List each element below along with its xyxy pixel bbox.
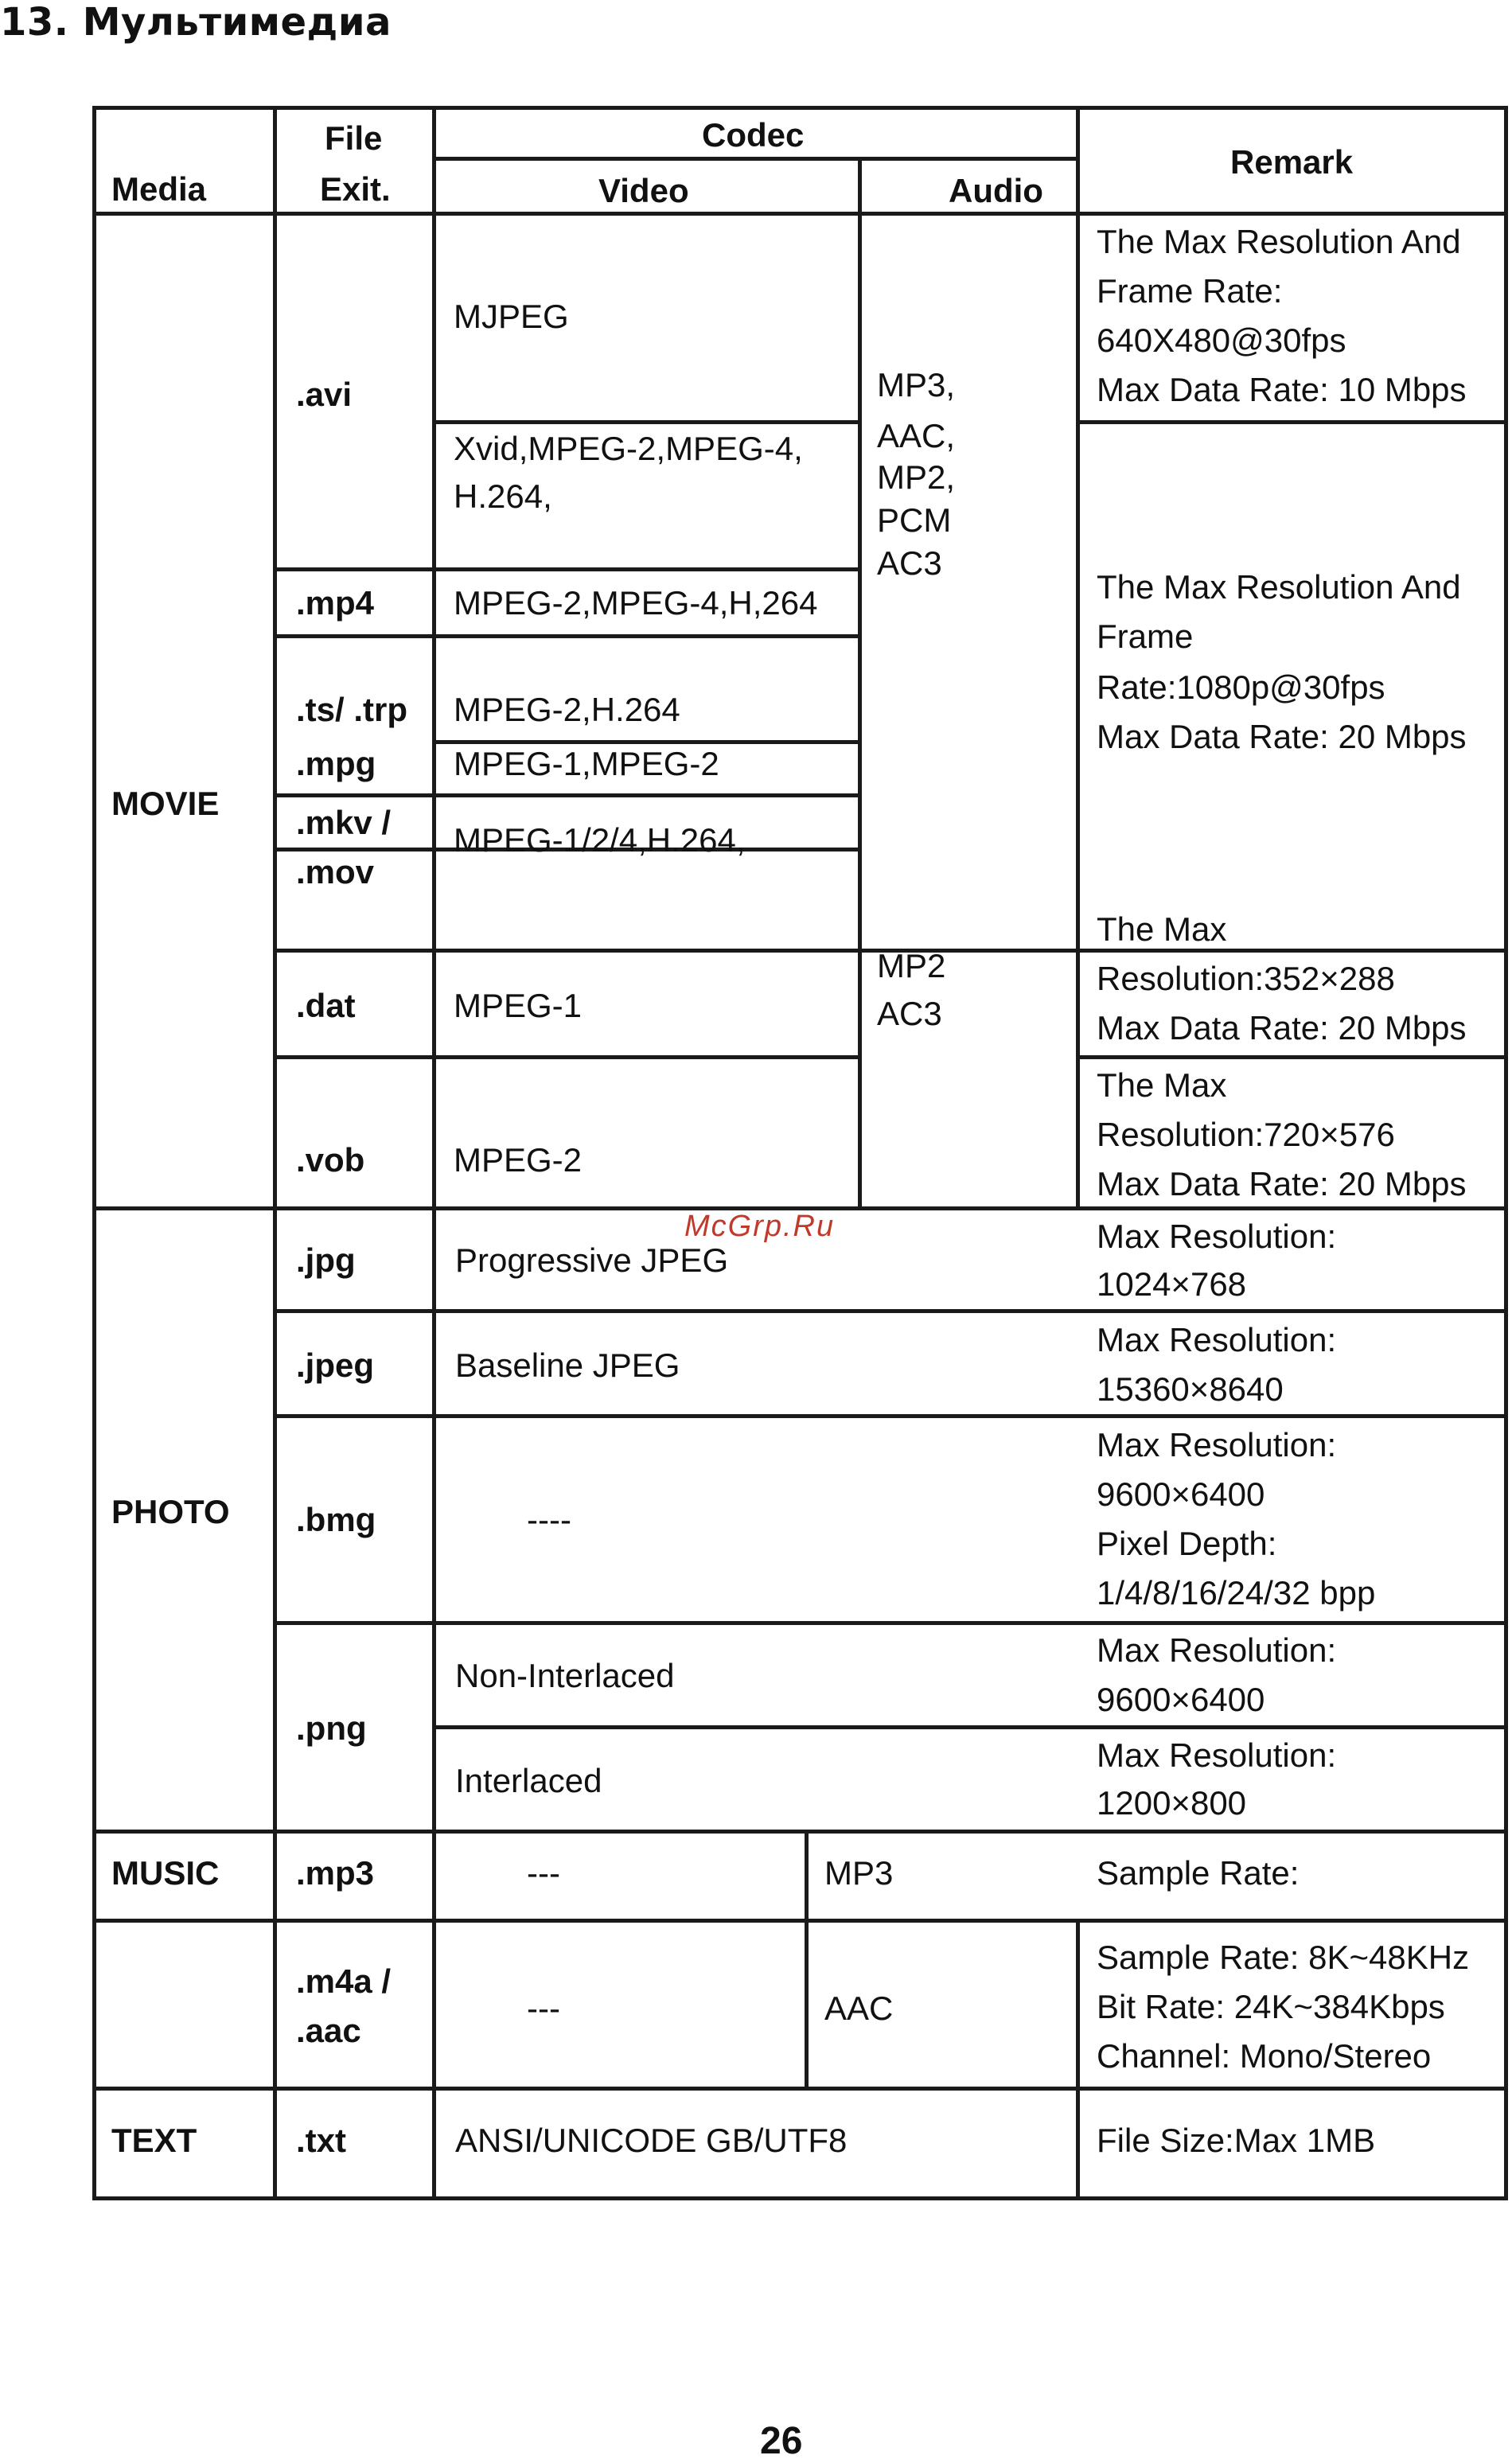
col-line-music-audio — [805, 1830, 809, 2087]
remark-bmg-line1: Max Resolution: — [1097, 1426, 1337, 1463]
header-audio: Audio — [949, 172, 1043, 209]
remark-png1-line1: Max Resolution: — [1097, 1631, 1337, 1669]
ext-mp3: .mp3 — [296, 1854, 375, 1892]
remark-bmg-line3: Pixel Depth: — [1097, 1525, 1277, 1562]
row-line — [277, 634, 858, 638]
ext-mp4: .mp4 — [296, 584, 375, 622]
remark-general-line2: Frame — [1097, 618, 1194, 655]
video-vob: MPEG-2 — [454, 1141, 583, 1179]
header-media: Media — [111, 170, 207, 208]
row-line — [277, 1055, 858, 1059]
text-codec: ANSI/UNICODE GB/UTF8 — [455, 2122, 848, 2159]
row-line — [277, 1621, 1508, 1625]
media-text: TEXT — [111, 2122, 197, 2159]
music-m4a-remark-line3: Channel: Mono/Stereo — [1097, 2037, 1432, 2075]
ext-txt: .txt — [296, 2122, 346, 2159]
video-ts: MPEG-2,H.264 — [454, 691, 680, 728]
remark-bmg-line4: 1/4/8/16/24/32 bpp — [1097, 1574, 1376, 1611]
col-line-ext — [432, 106, 436, 2200]
music-mp3-remark: Sample Rate: — [1097, 1854, 1300, 1892]
ext-mov: .mov — [296, 853, 375, 890]
remark-general-line3: Rate:1080p@30fps — [1097, 668, 1385, 706]
header-file-ext-line2: Exit. — [320, 170, 391, 208]
page-heading: 13. Мультимедиа — [0, 0, 392, 45]
remark-dat-line2: Resolution:352×288 — [1097, 960, 1395, 997]
music-mp3-audio: MP3 — [824, 1854, 894, 1892]
row-line — [277, 793, 858, 797]
col-line-video — [858, 157, 862, 1206]
col-line-media — [273, 106, 277, 2200]
remark-png2-line2: 1200×800 — [1097, 1784, 1247, 1822]
remark-avi-line4: Max Data Rate: 10 Mbps — [1097, 371, 1467, 408]
row-line — [277, 567, 858, 571]
video-xvid-line2: H.264, — [454, 477, 552, 515]
codec-bmg: ---- — [527, 1501, 571, 1538]
music-m4a-remark-line2: Bit Rate: 24K~384Kbps — [1097, 1988, 1445, 2025]
audio-group2-line2: AC3 — [877, 995, 942, 1032]
row-line — [277, 1309, 1508, 1313]
remark-general-line1: The Max Resolution And — [1097, 568, 1461, 606]
media-photo: PHOTO — [111, 1493, 230, 1530]
music-m4a-video: --- — [527, 1989, 560, 2027]
video-mkv: MPEG-1/2/4,H.264, — [454, 821, 746, 859]
table-border-bottom — [92, 2196, 1508, 2200]
remark-dat-line3: Max Data Rate: 20 Mbps — [1097, 1009, 1467, 1046]
audio-group1-line1: MP3, — [877, 366, 956, 403]
codec-jpeg: Baseline JPEG — [455, 1346, 680, 1384]
remark-vob-line2: Resolution:720×576 — [1097, 1116, 1395, 1153]
remark-avi-line1: The Max Resolution And — [1097, 223, 1461, 260]
remark-dat-line1: The Max — [1097, 910, 1227, 948]
col-line-text-remark — [1076, 2087, 1080, 2200]
col-line-music-remark — [1076, 1919, 1080, 2087]
video-dat: MPEG-1 — [454, 987, 583, 1024]
remark-png2-line1: Max Resolution: — [1097, 1736, 1337, 1774]
music-mp3-video: --- — [527, 1854, 560, 1892]
video-mjpeg: MJPEG — [454, 298, 569, 335]
col-line-remark — [1076, 106, 1080, 1206]
video-mpg: MPEG-1,MPEG-2 — [454, 745, 719, 782]
ext-dat: .dat — [296, 987, 356, 1024]
header-remark: Remark — [1230, 143, 1354, 181]
ext-vob: .vob — [296, 1141, 365, 1179]
remark-png1-line2: 9600×6400 — [1097, 1681, 1265, 1718]
ext-png: .png — [296, 1709, 367, 1747]
page-number: 26 — [760, 2420, 803, 2462]
ext-bmg: .bmg — [296, 1501, 376, 1538]
remark-jpg-line2: 1024×768 — [1097, 1265, 1247, 1303]
remark-jpeg-line1: Max Resolution: — [1097, 1321, 1337, 1358]
table-border-top — [92, 106, 1508, 110]
text-remark: File Size:Max 1MB — [1097, 2122, 1376, 2159]
ext-ts-trp: .ts/ .trp — [296, 691, 408, 728]
audio-group1-line3: MP2, — [877, 458, 956, 496]
remark-avi-line2: Frame Rate: — [1097, 272, 1283, 310]
remark-vob-line3: Max Data Rate: 20 Mbps — [1097, 1165, 1467, 1202]
audio-group1-line2: AAC, — [877, 417, 956, 454]
audio-group1-line5: AC3 — [877, 544, 942, 582]
ext-m4a: .m4a / — [296, 1962, 392, 2000]
table-border-left — [92, 106, 96, 2200]
section-line — [92, 1830, 1508, 1834]
ext-jpg: .jpg — [296, 1241, 356, 1279]
header-codec: Codec — [702, 116, 805, 154]
multimedia-table — [92, 106, 1508, 2200]
row-line — [1076, 1055, 1508, 1059]
watermark: McGrp.Ru — [684, 1210, 836, 1243]
music-m4a-audio: AAC — [824, 1989, 894, 2027]
header-bottom — [92, 212, 1508, 216]
row-line — [436, 1725, 1508, 1729]
table-border-right — [1504, 106, 1508, 2200]
remark-jpeg-line2: 15360×8640 — [1097, 1370, 1284, 1408]
media-music: MUSIC — [111, 1854, 220, 1892]
row-line — [1076, 420, 1508, 424]
audio-group1-line4: PCM — [877, 501, 952, 539]
ext-aac: .aac — [296, 2012, 361, 2049]
remark-vob-line1: The Max — [1097, 1066, 1227, 1104]
header-file-ext-line1: File — [325, 119, 383, 157]
video-xvid-line1: Xvid,MPEG-2,MPEG-4, — [454, 430, 803, 467]
codec-png-interlaced: Interlaced — [455, 1762, 602, 1799]
ext-avi: .avi — [296, 376, 353, 413]
header-video: Video — [598, 172, 689, 209]
ext-jpeg: .jpeg — [296, 1346, 375, 1384]
ext-mpg: .mpg — [296, 745, 376, 782]
music-m4a-remark-line1: Sample Rate: 8K~48KHz — [1097, 1939, 1470, 1976]
section-line — [92, 2087, 1508, 2091]
codec-png-noninterlaced: Non-Interlaced — [455, 1657, 675, 1694]
remark-bmg-line2: 9600×6400 — [1097, 1475, 1265, 1513]
video-mp4: MPEG-2,MPEG-4,H,264 — [454, 584, 818, 622]
media-movie: MOVIE — [111, 785, 220, 822]
row-line — [277, 1414, 1508, 1418]
remark-general-line4: Max Data Rate: 20 Mbps — [1097, 718, 1467, 755]
audio-group2-line1: MP2 — [877, 947, 946, 984]
ext-mkv: .mkv / — [296, 804, 392, 841]
row-line — [92, 1919, 1508, 1923]
codec-jpg: Progressive JPEG — [455, 1241, 729, 1279]
remark-avi-line3: 640X480@30fps — [1097, 322, 1346, 359]
remark-jpg-line1: Max Resolution: — [1097, 1218, 1337, 1255]
